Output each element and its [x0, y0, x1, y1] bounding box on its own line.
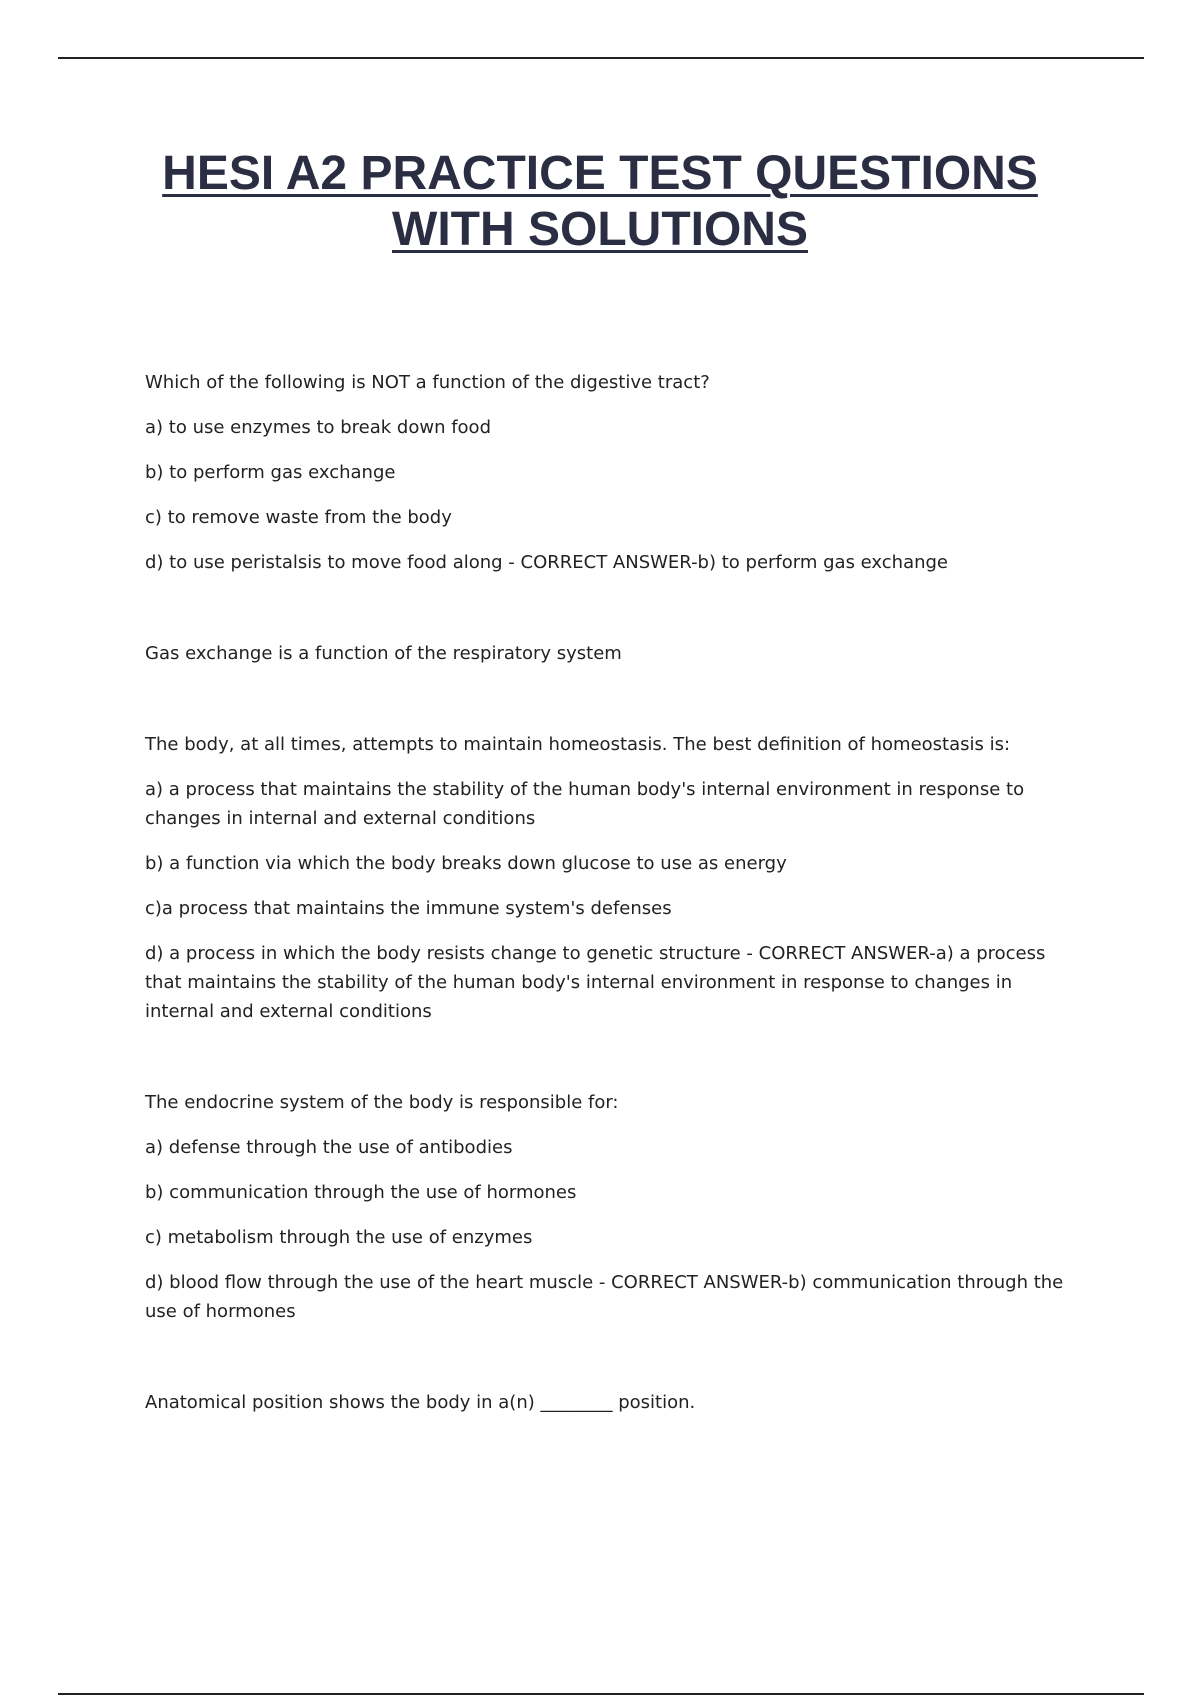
title-line-1: HESI A2 PRACTICE TEST QUESTIONS: [162, 147, 1038, 200]
answer-option: b) a function via which the body breaks down glucose to use as energy: [145, 853, 787, 874]
title-line-2: WITH SOLUTIONS: [392, 203, 808, 256]
answer-option: c) to remove waste from the body: [145, 507, 452, 528]
question-block: [145, 1088, 1080, 1326]
answer-option: a) defense through the use of antibodies: [145, 1137, 513, 1158]
question-block: [145, 368, 1080, 668]
question-text: The body, at all times, attempts to maintain homeostasis. The best definition of homeostasis is:: [145, 734, 1011, 755]
question-text: Anatomical position shows the body in a(n) ________ position.: [145, 1392, 696, 1413]
answer-option: c)a process that maintains the immune system's defenses: [145, 898, 672, 919]
answer-option: c) metabolism through the use of enzymes: [145, 1227, 533, 1248]
question-block: [145, 1388, 1080, 1417]
question-list: [145, 368, 1080, 1433]
question-block: [145, 730, 1080, 1026]
answer-option: b) communication through the use of hormones: [145, 1182, 577, 1203]
answer-option: d) blood flow through the use of the heart muscle - CORRECT ANSWER-b) communication through the use of hormones: [145, 1272, 1064, 1322]
document-title: [0, 146, 1200, 258]
answer-option: a) a process that maintains the stability of the human body's internal environment in response to changes in internal and external conditions: [145, 779, 1025, 829]
answer-option: d) a process in which the body resists change to genetic structure - CORRECT ANSWER-a) a process that maintains the stability of the human body's internal environment in response to changes in internal and external conditions: [145, 943, 1046, 1022]
answer-option: a) to use enzymes to break down food: [145, 417, 491, 438]
answer-option: b) to perform gas exchange: [145, 462, 396, 483]
answer-option: d) to use peristalsis to move food along - CORRECT ANSWER-b) to perform gas exchange: [145, 552, 949, 573]
bottom-rule: [58, 1693, 1144, 1695]
top-rule: [58, 57, 1144, 59]
explanation-text: Gas exchange is a function of the respiratory system: [145, 643, 622, 664]
question-text: The endocrine system of the body is responsible for:: [145, 1092, 619, 1113]
question-text: Which of the following is NOT a function of the digestive tract?: [145, 372, 710, 393]
